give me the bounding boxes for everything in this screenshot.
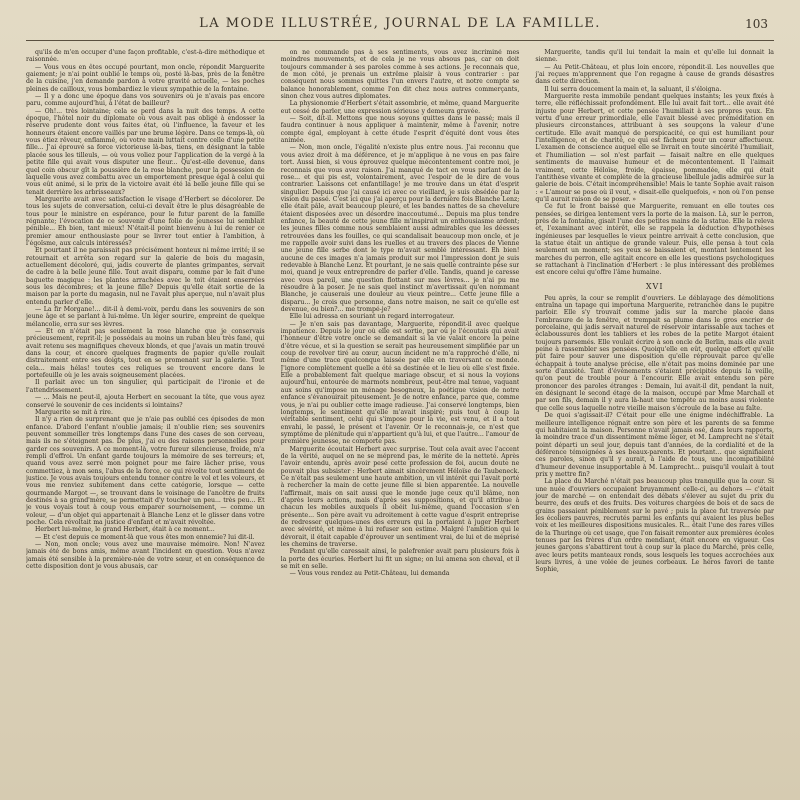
paragraph: Il parlait avec un ton singulier, qui participait de l'ironie et de l'attendrissement. — [26, 379, 265, 394]
paragraph: Il lui serra doucement la main et, la saluant, il s'éloigna. — [544, 85, 722, 93]
paragraph: Pendant qu'elle caressait ainsi, le palefrenier avait paru plusieurs fois à la porte des écuries. Herbert lui fit un signe; on lui amena son cheval, et il se mit en selle. — [280, 548, 520, 571]
paragraph: Marguerite se mit à rire. — [35, 408, 113, 416]
paragraph: De quoi s'agissait-il? C'était pour elle une énigme indéchiffrable. La meilleure intelligence régnait entre son père et les parents de sa femme qui habitaient la maison. Personne n'avait jamais osé, dans leurs rapports, la moindre trace d'un dissentiment même léger, et M. Lamprecht ne s'était point départi un seul jour, depuis tant d'années, de la cordialité et de la déférence témoignées à ses beaux-parents. Et pourtant... que signifiaient ces paroles, sinon qu'il y aurait, à l'aide de tous, une incompatibilité d'humeur devenue insupportable à M. Lamprecht... puisqu'il voulait à tout prix y mettre fin? — [535, 412, 774, 478]
header-divider — [26, 40, 774, 41]
paragraph: Et pourtant il ne paraissait pas précisément honteux ni même irrité; il se retournait et arrêta son regard sur la galerie de bois du magasin, actuellement décoloré, qui, jadis couverte de plantes grimpantes, servait de cadre à la belle jeune fille. Tout avait disparu, comme par le fait d'une baguette magique : les plantes arrachées avec le toit étaient enserrées sous les décombres; et la jeune fille? Depuis qu'elle était sortie de la maison par la porte du magasin, nul ne l'avait plus aperçue, nul n'avait plus entendu parler d'elle. — [26, 247, 265, 306]
paragraph: — Il y a donc une époque dans vos souvenirs où je n'avais pas encore paru, comme aujourd'hui, à l'état de bailleur? — [26, 93, 265, 108]
paragraph: — Au Petit-Château, et plus loin encore, répondit-il. Les nouvelles que j'ai reçues m'apprennent que l'on regagne à cause de grands désastres dans cette direction. — [535, 63, 774, 86]
paragraph: Il n'y a rien de surprenant que je n'aie pas oublié ces épisodes de mon enfance. D'abord l'enfant n'oublie jamais; il n'oublie rien; ses souvenirs peuvent sommeiller très longtemps dans l'une des cases de son cerveau, mais ils ne s'éteignent pas. De plus, j'ai eu des raisons personnelles pour garder ces souvenirs. A ce moment-là, votre fureur silencieuse, froide, m'a rempli d'effroi. Un enfant garde toujours la mémoire de ses terreurs; et, quand vous avez serré mon poignet pour me faire lâcher prise, vous commettiez, à mon sens, l'abus de la force, ce qui révolte tout sentiment de justice. Je vous avais toujours entendu tonner contre le vol et les voleurs, et vous me renviez subitement dans cette catégorie, lorsque — cette gourmande Margot —, se trouvant dans le voisinage de l'ancêtre de fruits destinés à sa grand'mère, se permettait d'y toucher un peu... très peu... Et je vous voyais tout à coup vous emparer sournoisement, — comme un voleur, — d'un objet qui appartenait à Blanche Lenz et le glisser dans votre poche. Cela révoltait ma justice d'enfant et m'avait révoltée. — [26, 416, 265, 526]
paragraph: — ... Mais ne peut-il, ajouta Herbert en secouant la tête, que vous ayez conservé le souvenir de ces incidents si lointains? — [26, 394, 265, 409]
column-1 — [26, 49, 265, 799]
chapter-heading: XVI — [645, 281, 664, 291]
paragraph: — Soit, dit-il. Mettons que nous soyons quittes dans le passé; mais il faudra continuer à nous appliquer à maintenir, même à l'avenir, notre compte égal, employant à cette étude l'esprit d'équité dont vous êtes animée. — [280, 115, 520, 145]
paragraph: — Je n'en sais pas davantage, Marguerite, répondit-il avec quelque impatience. Depuis le jour où elle est sortie, par où je l'écoutais qui avait l'honneur d'être votre oncle se demandait si la vie valait encore la peine d'être vécue, et si la question se serait pas heureusement simplifiée par un coup de revolver tiré au cœur, aucun incident ne m'a rapproché d'elle, ni même d'une trace quelconque laissée par elle en traversant ce monde. J'ignore complètement quelle a été sa destinée et le lieu où elle s'est fixée. Elle a probablement fait quelque mariage obscur, et si nous la voyions aujourd'hui, entourée de marmots nombreux, peut-être mal tenue, vaquant aux soins qu'impose un ménage besogneux, la poétique vision de notre enfance s'évanouirait piteusement. Je de notre enfance, parce que, comme vous, je n'ai pu oublier cette image radieuse. J'ai conservé longtemps, bien longtemps, le sentiment qu'elle m'avait inspiré; puis tout à coup la véritable sentiment, celui qui s'impose pour la vie, est venu, et il a tout envahi, le passé, le présent et l'avenir. Or le reconnais-je, ce n'est que symptôme de plénitude qui n'appartient qu'à lui, et que l'autre... l'amour de première jeunesse, ne comporte pas. — [280, 320, 520, 446]
paragraph: — Vous vous en êtes occupé pourtant, mon oncle, répondit Marguerite gaiement; je n'ai point oublié le temps où, posté là-bas, près de la fenêtre de la cuisine, j'en demande pardon à votre gravité actuelle, — les poches pleines de cailloux, vous bombardiez le vieux sympathie de la fontaine. — [26, 63, 265, 93]
paragraph: — Et on n'était pas seulement la rose blanche que je conservais précieusement, reprit-il; je possédais au moins un ruban bleu très fané, qui avait retenu ses magnifiques cheveux blonds, et que j'avais un matin trouvé dans la cour, et encore quelques fragments de papier qu'elle roulait distraitement entre ses doigts, tout en se promenant sur la galerie. Tout cela... mais hélas! toutes ces reliques se trouvent encore dans le portefeuille où je les avais soigneusement placées. — [26, 328, 265, 380]
paragraph: Ce fut le front baissé que Marguerite, remuant en elle toutes ces pensées, se dirigea lentement vers la porte de la maison. Là, sur le perron, près de la fontaine, gisait l'une des petites mains de la statue. Elle la releva et, l'examinant avec intérêt, elle se rappela la déduction d'hypothèses ingénieuses par lesquelles le vieux peintre arrivait à cette conclusion, que la statue était un antique de grande valeur. Puis, elle pensa à tout cela seulement un moment; ses yeux se baissaient et, montant lentement les marches du perron, elle agitait encore en elle les questions psychologiques se rattachant à l'inclination d'Herbert : le plus intéressant des problèmes est encore celui qu'offre l'âme humaine. — [535, 203, 774, 277]
paragraph: Marguerite avait avec satisfaction le visage d'Herbert se décolorer. De tous les sujets de conversation, celui-ci devait être le plus désagréable de tous pour le ministre en espérance, pour le futur parent de la famille régnante; l'évocation de ce souvenir d'une folie de jeunesse lui semblait pénible... Eh bien, tant mieux! N'était-il point bienvenu à lui de renier ce premier amour enthousiaste pour se livrer tout entier à l'ambition, à l'égoïsme, aux calculs intéressés? — [26, 195, 265, 247]
paragraph: — Et c'est depuis ce moment-là que vous êtes mon ennemie? lui dit-il. — [35, 533, 255, 541]
column-2 — [281, 49, 520, 799]
paragraph: — La fir Morgane!... dit-il à demi-voix, perdu dans les souvenirs de son jeune âge et se parlant à lui-même. Un léger sourire, empreint de quelque mélancolie, erra sur ses lèvres. — [26, 306, 265, 328]
paragraph: — Non, mon oncle, l'égalité n'existe plus entre nous. J'ai reconnu que vous aviez droit à ma déférence, et je m'applique à ne vous en pas faire tort. Aussi bien, si vous éprouvez quelque mécontentement contre moi, je reconnais que vous avez raison. J'ai manqué de tact en vous parlant de la rose... et qui pis est, volontairement, avec l'espoir de le dire de vous contrarier. Laissons cet enfantillage! je me trouve dans un état d'esprit singulier. Depuis que j'ai causé ici avec ce vieillard, je suis obsédée par la vision du passé. C'est ici que j'ai aperçu pour la dernière fois Blanche Lenz; elle était pâle, avait beaucoup pleuré, et les bandes nattes de sa chevelure étaient disposées avec un désordre inaccoutumé... Depuis ma plus tendre enfance, la beauté de cette jeune fille m'inspirait un enthousiasme ardent; les jeunes filles comme nous semblaient aussi admirables que les déesses retrouvées dans les fouilles, ce qui scandalisait beaucoup mon oncle, et je me rappelle avoir suivi dans les ruelles et au travers des places de Vienne une jeune fille serbe dont le type m'avait semblé intéressant. Eh bien! aucune de ces images n'a jamais produit sur moi l'impression dont je suis redevable à Blanche Lenz. Et pourtant, je ne sais quelle contrainte pèse sur moi, quand je veux entreprendre de parler d'elle. Tandis, quand je caresse avec vous pareil, une question flottant sur mes lèvres... je n'ai pu me résoudre à la poser. Je ne sais quel instinct m'avertissait qu'en nommant Blanche, je causerais une douleur au vieux peintre... Cette jeune fille a disparu... Je crois que personne, dans notre maison, ne sait ce qu'elle est devenue, ou bien?... me trompé-je? — [280, 144, 520, 314]
paragraph: La physionomie d'Herbert s'était assombrie, et même, quand Marguerite eut cessé de parler, une expression sérieuse y demeura gravée. — [280, 100, 520, 115]
paragraph: Marguerite, tandis qu'il lui tendait la main et qu'elle lui donnait la sienne. — [535, 49, 774, 64]
paragraph: on ne commande pas à ses sentiments, vous avez incriminé mes moindres mouvements, et de cela je ne vous absous pas, car on doit toujours commander à ses paroles comme à ses actions. Je reconnais que, de mon côté, je prenais un extrême plaisir à vous contrarier : par conséquent nous sommes quittes l'un envers l'autre, et notre compte se balance honorablement, comme l'on dit chez nous autres commerçants, sinon chez vous autres diplomates. — [280, 49, 520, 101]
journal-title: LA MODE ILLUSTRÉE, JOURNAL DE LA FAMILLE. — [199, 16, 601, 31]
page-number: 103 — [745, 17, 768, 31]
paragraph: qu'ils de m'en occuper d'une façon profitable, c'est-à-dire méthodique et raisonnée. — [26, 49, 265, 64]
paragraph: Marguerite écoutait Herbert avec surprise. Tout cela avait avec l'accent de la vérité, auquel on ne se méprend pas, le mérite de la netteté. Après l'avoir entendu, après avoir pesé cette profession de foi, aucun doute ne pouvait plus subsister : Herbert aimait sincèrement Héloïse de Taubeneck. Ce n'était pas seulement une haute ambition, un vil intérêt qui l'avait porté à rechercher la main de cette jeune fille si bien apparentée. La nouvelle l'affirmait, mais on sait aussi que le monde juge ceux qu'il blâme, non d'après leurs actions, mais d'après ses suppositions, et qu'il attribue à chacun les mobiles auxquels il obéit lui-même, quand l'occasion s'en présente... Son père avait vu adroitement à cette vague d'esprit entreprise de redresser quelques-unes des erreurs qui la portaient à juger Herbert avec sévérité, et même à lui refuser son estime. Malgré l'ambition qui le dévorait, il était capable d'éprouver un sentiment vrai, de lui et de méprisé les chemins de traverse. — [280, 445, 520, 549]
paragraph: Peu après, la cour se remplit d'ouvriers. Le déblayage des démolitions entraîna un tapage qui importuna Marguerite, retranchée dans le pupitre parloir. Elle s'y trouvait comme jadis sur la marche placée dans l'embrasure de la fenêtre, et trempait sa plume dans le gros encrier de porcelaine, qui jadis servait naturel de réservoir intarissable aux taches et éclaboussures dont les tabliers et les robes de la petite Margot étaient toujours parsemés. Elle voulait écrire à son oncle de Berlin, mais elle avait peine à rassembler ses pensées. Quoiqu'elle en eût, quelque effort qu'elle pût faire pour sauver une disposition qu'elle réprouvait parce qu'elle échappait à toute analyse précise, elle n'était pas moins dominée par une sorte d'anxiété. Tant d'événements s'étaient précipités depuis la veille, qu'on peut de trouble pour à l'encourir. Elle avait entendu son père prononcer des paroles étranges : Demain, lui avait-il dit, pendant la nuit, en désignant le second étage de la maison, occupé par Mme Marchall et par son fils, demain il y aura là-haut une tempête au moins aussi violente que celle sous laquelle notre vieille maison s'écroule de la base au faîte. — [535, 294, 774, 412]
paragraph: — Vous vous rendez au Petit-Château, lui demanda — [289, 570, 450, 578]
text-columns — [20, 49, 780, 799]
paragraph: Elle lui adressa en souriant un regard interrogateur. — [289, 313, 455, 321]
paragraph: Marguerite resta immobile pendant quelques instants; les yeux fixés à terre, elle réfléchissait profondément. Elle lui avait fait tort... elle avait été injuste pour Herbert, et cette pensée l'humiliait à ses propres yeux. En vertu d'une erreur primordiale, elle l'avait blessé avec préméditation en plusieurs circonstances, attribuant à ses soupçons la valeur d'une certitude. Elle avait manqué de perspicacité, ce qui est humiliant pour l'intelligence, et de charité, ce qui est fâcheux pour un cœur affectueux. L'examen de conscience auquel elle se livrait en toute sincérité l'humiliait, et l'humiliation — sol n'est parfait — faisait naître en elle quelques sentiments de mauvaise humeur et de mécontentement. Il l'aimait vraiment, cette Héloïse, froide, épaisse, pommadée, elle qui était l'antithèse vivante et complète de la gracieuse libellule jadis admirée sur la galerie de bois. C'était incompréhensible! Mais le tante Sophie avait raison : « L'amour se pose où il veut, » disait-elle quelquefois, « non où l'on pense qu'il aurait raison de se poser. » — [535, 93, 774, 203]
paragraph: — Non, mon oncle; vous avez une mauvaise mémoire. Non! N'avez jamais été de bons amis, même avant l'incident en question. Vous n'avez jamais été sensible à la première-née de votre sœur, et en conséquence de cette disposition dont je vous abusais, car — [26, 541, 265, 571]
column-3 — [535, 49, 774, 799]
paragraph: Herbert lui-même, le grand Herbert, était à ce moment... — [35, 526, 215, 534]
paragraph: — Oh!... très lointaine; cela se perd dans la nuit des temps. A cette époque, l'hôtel noir du diplomate où vous avait pas obligé à endosser la réserve prudente dont vous faites état, où l'influence, la faveur et les honneurs étaient encore vaillés par une brume légère. Dans ce temps-là, où vous étiez rêveur, enflammé, où votre main luttait contre celle d'une petite fille... J'ai éprouvé sa force victorieuse là-bas, tiens, en désignant la table placée sous les tilleuls, — où vous voliez pour l'application de la vergé à la petite fille qui avait vous disputer une fleur... Qu'est-elle devenue, dans quel coin obscur gît la poussière de la rose blanche, pour la possession de laquelle vous avez combattu avec un emportement presque égal à celui qui vous eût animé, si le prix de la victoire avait été la belle jeune fille qui se tenait derrière les arbrisseaux? — [26, 107, 265, 196]
page-header — [20, 14, 780, 34]
paragraph: La place du Marché n'était pas beaucoup plus tranquille que la cour. Si une nuée d'ouvriers occupaient bruyamment celle-ci, au dehors — c'était jour de marché — on entendait des débats s'élever au sujet du prix du beurre, des œufs et des fruits. Des voitures chargées de bois et de sacs de grains passaient péniblement sur le pavé ; puis la place fut traversée par les écoliers pauvres, recrutés parmi les enfants qui avaient les plus belles voix et les meilleures dispositions musicales. R... était l'une des rares villes de la Thuringe où cet usage, que l'on faisait remonter aux premières écoles tenues par les frères d'un ordre mendiant, était encore en vigueur. Ces jeunes garçons s'abattirent tout à coup sur la place du Marché, près celle, avec leurs petits manteaux ronds, sous lesquels les toques accrochées aux leurs livres, à une volée de jeunes corbeaux. Le héros favori de tante Sophie, — [535, 478, 774, 574]
